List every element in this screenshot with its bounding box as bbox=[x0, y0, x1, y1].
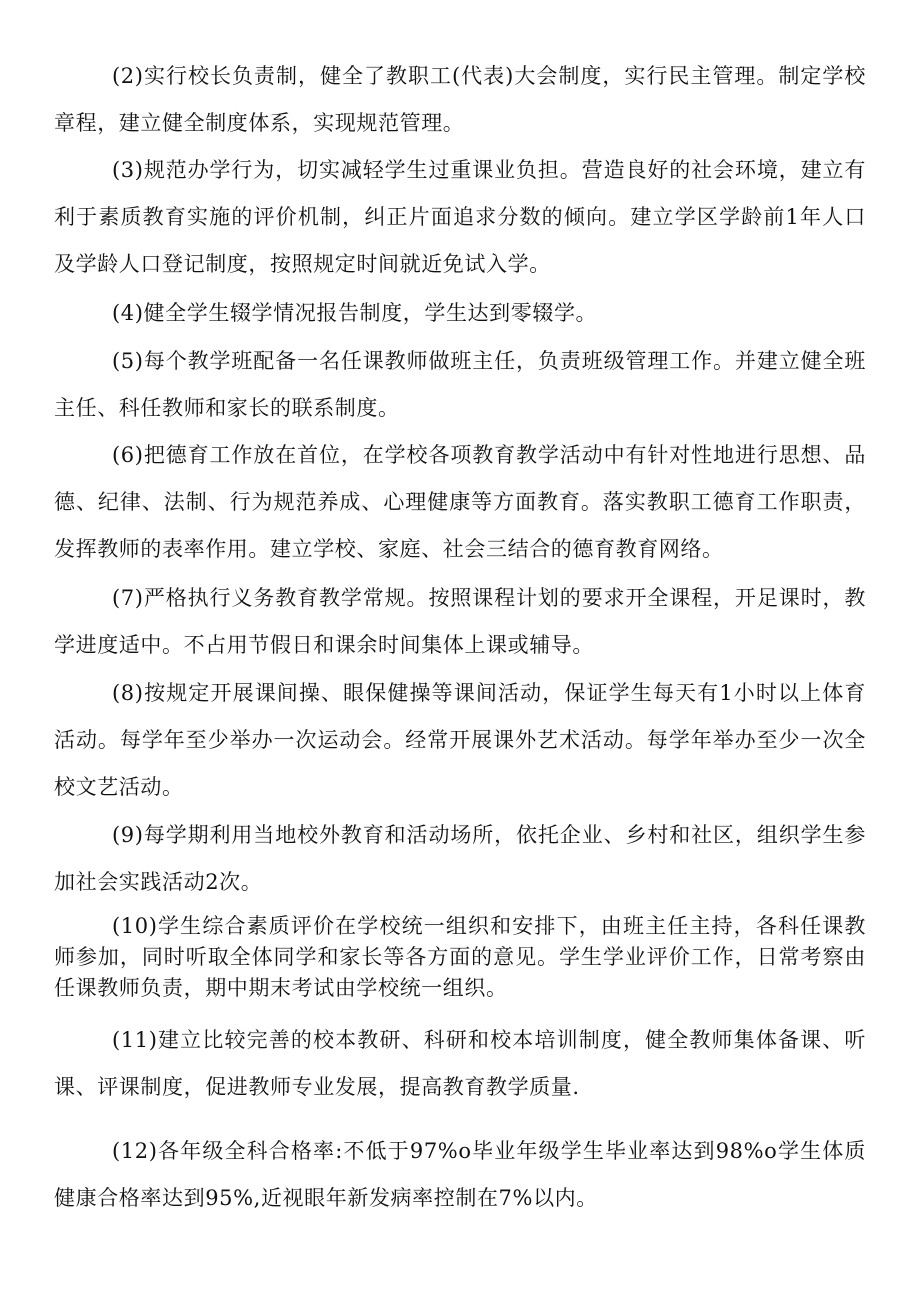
paragraph-9: (9)每学期利用当地校外教育和活动场所，依托企业、乡村和社区，组织学生参加社会实践活动2次。 bbox=[54, 823, 866, 894]
paragraph-3: (3)规范办学行为，切实减轻学生过重课业负担。营造良好的社会环境，建立有利于素质教育实施的评价机制，纠正片面追求分数的倾向。建立学区学龄前1年人口及学龄人口登记制度，按照规定时间就近免试入学。 bbox=[54, 158, 866, 276]
paragraph-5: (5)每个教学班配备一名任课教师做班主任，负责班级管理工作。并建立健全班主任、科任教师和家长的联系制度。 bbox=[54, 349, 866, 420]
paragraph-11: (11)建立比较完善的校本教研、科研和校本培训制度，健全教师集体备课、听课、评课制度，促进教师专业发展，提高教育教学质量. bbox=[54, 1028, 866, 1099]
paragraph-6: (6)把德育工作放在首位，在学校各项教育教学活动中有针对性地进行思想、品德、纪律、法制、行为规范养成、心理健康等方面教育。落实教职工德育工作职责，发挥教师的表率作用。建立学校、家庭、社会三结合的德育教育网络。 bbox=[54, 443, 866, 561]
paragraph-7: (7)严格执行义务教育教学常规。按照课程计划的要求开全课程，开足课时，教学进度适中。不占用节假日和课余时间集体上课或辅导。 bbox=[54, 586, 866, 657]
paragraph-10: (10)学生综合素质评价在学校统一组织和安排下，由班主任主持，各科任课教师参加，同时听取全体同学和家长等各方面的意见。学生学业评价工作，日常考察由任课教师负责，期中期末考试由学校统一组织。 bbox=[54, 914, 866, 1000]
paragraph-8: (8)按规定开展课间操、眼保健操等课间活动，保证学生每天有1小时以上体育活动。每学年至少举办一次运动会。经常开展课外艺术活动。每学年举办至少一次全校文艺活动。 bbox=[54, 681, 866, 799]
paragraph-2: (2)实行校长负责制，健全了教职工(代表)大会制度，实行民主管理。制定学校章程，建立健全制度体系，实现规范管理。 bbox=[54, 64, 866, 135]
paragraph-4: (4)健全学生辍学情况报告制度，学生达到零辍学。 bbox=[112, 301, 598, 325]
paragraph-12: (12)各年级全科合格率:不低于97%o毕业年级学生毕业率达到98%o学生体质健康合格率达到95%,近视眼年新发病率控制在7%以内。 bbox=[54, 1139, 866, 1210]
